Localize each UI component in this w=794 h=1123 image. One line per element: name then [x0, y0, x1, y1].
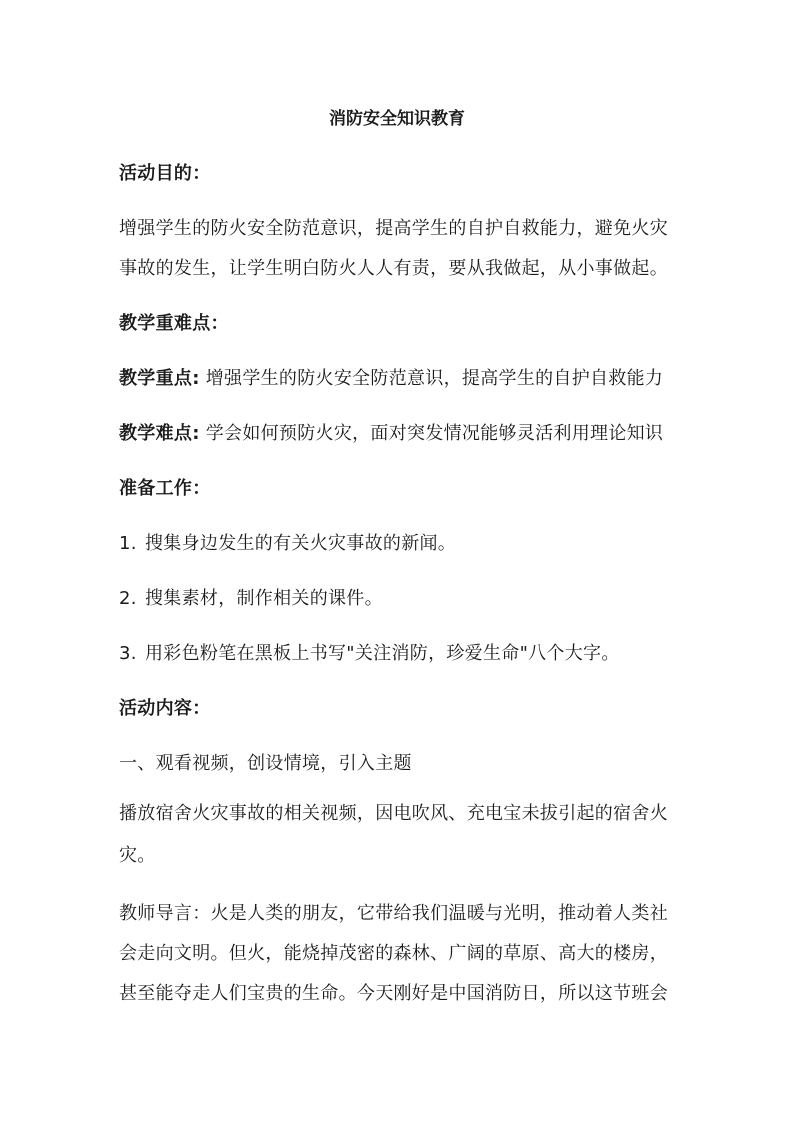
purpose-line-1: 增强学生的防火安全防范意识，提高学生的自护自救能力，避免火灾 [119, 218, 668, 239]
preparation-item-text: 搜集身边发生的有关火灾事故的新闻。 [145, 533, 457, 554]
content-para1-line-2: 灾。 [119, 845, 156, 866]
preparation-item [119, 643, 679, 665]
key-points-heading: 教学重难点： [119, 313, 229, 334]
preparation-item [119, 588, 679, 610]
difficulty-line [119, 423, 679, 445]
content-para2-line-3: 甚至能夺走人们宝贵的生命。今天刚好是中国消防日，所以这节班会 [119, 983, 668, 1004]
content-heading: 活动内容： [119, 698, 211, 719]
preparation-item [119, 533, 679, 555]
content-para1-line-1: 播放宿舍火灾事故的相关视频，因电吹风、充电宝未拔引起的宿舍火 [119, 803, 668, 824]
preparation-item-text: 搜集素材，制作相关的课件。 [145, 588, 383, 609]
difficulty-label: 教学难点: [119, 423, 200, 444]
content-para2-line-2: 会走向文明。但火，能烧掉茂密的森林、广阔的草原、高大的楼房， [119, 943, 668, 964]
preparation-item-text: 用彩色粉笔在黑板上书写"关注消防，珍爱生命"八个大字。 [145, 643, 620, 664]
preparation-item-number: 2. [119, 588, 137, 609]
page-title: 消防安全知识教育 [329, 109, 465, 129]
focus-label: 教学重点: [119, 368, 200, 389]
content-para2-line-1: 教师导言：火是人类的朋友，它带给我们温暖与光明，推动着人类社 [119, 903, 668, 924]
preparation-heading: 准备工作： [119, 478, 211, 499]
focus-line [119, 368, 679, 390]
content-part1-title: 一、观看视频，创设情境，引入主题 [119, 753, 412, 774]
purpose-heading: 活动目的： [119, 163, 211, 184]
difficulty-text: 学会如何预防火灾，面对突发情况能够灵活利用理论知识 [199, 423, 664, 444]
preparation-item-number: 3. [119, 643, 137, 664]
purpose-line-2: 事故的发生，让学生明白防火人人有责，要从我做起，从小事做起。 [119, 258, 668, 279]
preparation-item-number: 1. [119, 533, 137, 554]
focus-text: 增强学生的防火安全防范意识，提高学生的自护自救能力 [199, 368, 664, 389]
